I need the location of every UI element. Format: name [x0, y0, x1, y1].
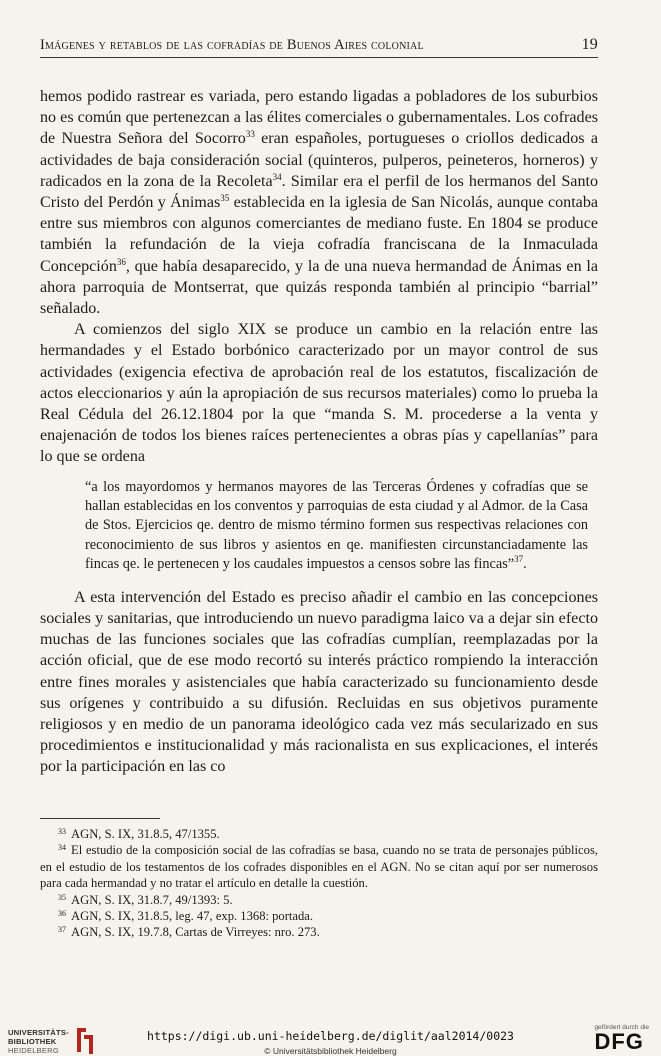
footnote-number: 33	[58, 827, 66, 836]
footnote-number: 36	[58, 909, 66, 919]
footnote-ref-37[interactable]: 37	[514, 554, 524, 565]
paragraph-1-part-5: , que había desaparecido, y la de una nueva hermandad de Ánimas en la ahora parroquia de Montserrat, que quizás responda también al principio “barrial” señalado.	[40, 257, 598, 318]
footnote-text: AGN, S. IX, 31.8.5, 47/1355.	[71, 827, 220, 841]
paragraph-1-part-3: . Similar era el perfil de los hermanos del Santo Cristo del Perdón y Ánimas	[40, 172, 599, 212]
paragraph-1	[40, 86, 598, 319]
footnote-text: AGN, S. IX, 31.8.7, 49/1393: 5.	[71, 892, 233, 907]
page-number: 19	[581, 36, 598, 53]
paragraph-3: A esta intervención del Estado es preciso añadir el cambio en las concepciones sociales y sanitarias, que introduciendo un nuevo paradigma laico va a dejar sin efecto muchas de las funciones sociales que las cofradías cumplían, reemplazadas por la acción oficial, que de ese modo recortó su interés práctico rompiendo la interacción entre fines morales y asistenciales que había caracterizado su funcionamiento desde sus orígenes y contribuido a su difusión. Recluidas en sus objetivos puramente religiosos y en medio de un panorama ideológico cada vez más secularizado en sus procedimientos e institucionalidad y más racionalista en sus explicaciones, el interés por la participación en las co	[40, 588, 598, 776]
funder-name: DFG	[594, 1029, 644, 1054]
paragraph-1-part-4: establecida en la iglesia de San Nicolás, aunque contaba entre sus miembros con algunos comerciantes de mediano fuste. En 1804 se produce también la refundación de la vieja cofradía franciscana de la Inmaculada Concepción	[40, 194, 599, 275]
funder-logo[interactable]	[594, 1024, 649, 1054]
footnote-number: 37	[58, 925, 66, 935]
library-name-line-1: UNIVERSITÄTS-	[8, 1027, 69, 1037]
footnotes	[40, 818, 598, 941]
footnote-34	[40, 842, 598, 891]
running-title: Imágenes y retablos de las cofradías de Buenos Aires colonial	[40, 37, 424, 53]
footnote-35	[40, 892, 598, 908]
footnote-ref-33[interactable]: 33	[245, 129, 255, 140]
library-name-line-2: BIBLIOTHEK	[8, 1036, 57, 1046]
footnote-text: AGN, S. IX, 19.7.8, Cartas de Virreyes: nro. 273.	[71, 925, 320, 940]
paragraph-2: A comienzos del siglo XIX se produce un cambio en la relación entre las hermandades y el Estado borbónico caracterizado por un mayor control de sus actividades (exigencia efectiva de aprobación real de los estatutos, fiscalización de actos eleccionarios y aún la apropiación de sus recursos materiales) como lo prueba la Real Cédula del 26.12.1804 por la que “manda S. M. procederse a la venta y enajenación de todos los bienes raíces pertenecientes a obras pías y capellanías” para lo que se ordena	[40, 321, 598, 466]
footnote-rule	[40, 818, 160, 819]
block-quote	[85, 478, 588, 575]
copyright-notice: © Universitätsbibliothek Heidelberg	[264, 1046, 397, 1056]
funder-caption: gefördert durch die	[594, 1024, 649, 1031]
footnote-ref-36[interactable]: 36	[116, 256, 126, 267]
body-text	[40, 86, 598, 778]
footnote-37	[40, 924, 598, 940]
footnote-ref-35[interactable]: 35	[220, 193, 230, 204]
footnote-text: AGN, S. IX, 31.8.5, leg. 47, exp. 1368: portada.	[71, 909, 314, 924]
running-head	[40, 36, 598, 54]
quote-text: “a los mayordomos y hermanos mayores de las Terceras Órdenes y cofradías que se hallan establecidas en los conventos y parroquias de esta ciudad y al Admor. de la Casa de Stos. Ejercicios qe. dentro de mismo término formen sus respectivas relaciones con reconocimiento de sus libros y asientos en qe. manifiesten circunstanciadamente las fincas qe. le pertenecen y los caudales impuestos a censos sobre las fincas”	[85, 478, 588, 573]
footnote-ref-34[interactable]: 34	[272, 171, 282, 182]
library-name-line-3: HEIDELBERG	[8, 1045, 59, 1055]
footnote-text: El estudio de la composición social de las cofradías se basa, cuando no se trata de personajes públicos, en el estudio de los testamentos de los cofrades disponibles en el AGN. No se citan aquí por ser numerosos para cada hermandad y no tratar el artículo en detalle la cuestión.	[40, 843, 598, 891]
footnote-36	[40, 908, 598, 924]
footnote-number: 35	[58, 892, 66, 902]
footnote-33	[40, 826, 598, 842]
header-rule	[40, 57, 598, 58]
paragraph-1-part-1: hemos podido rastrear es variada, pero estando ligadas a pobladores de los suburbios no es común que pertenezcan a las élites comerciales o gubernamentales. Los cofrades de Nuestra Señora del Socorro	[40, 88, 598, 148]
paragraph-1-part-2: eran españoles, portugueses o criollos dedicados a actividades de baja consideración social (quinteros, pulperos, peineteros, horneros) y radicados en la zona de la Recoleta	[40, 130, 599, 190]
quote-end: .	[523, 556, 527, 573]
source-url-link[interactable]: https://digi.ub.uni-heidelberg.de/diglit/aal2014/0023	[147, 1029, 514, 1043]
footnote-number: 34	[58, 843, 66, 853]
